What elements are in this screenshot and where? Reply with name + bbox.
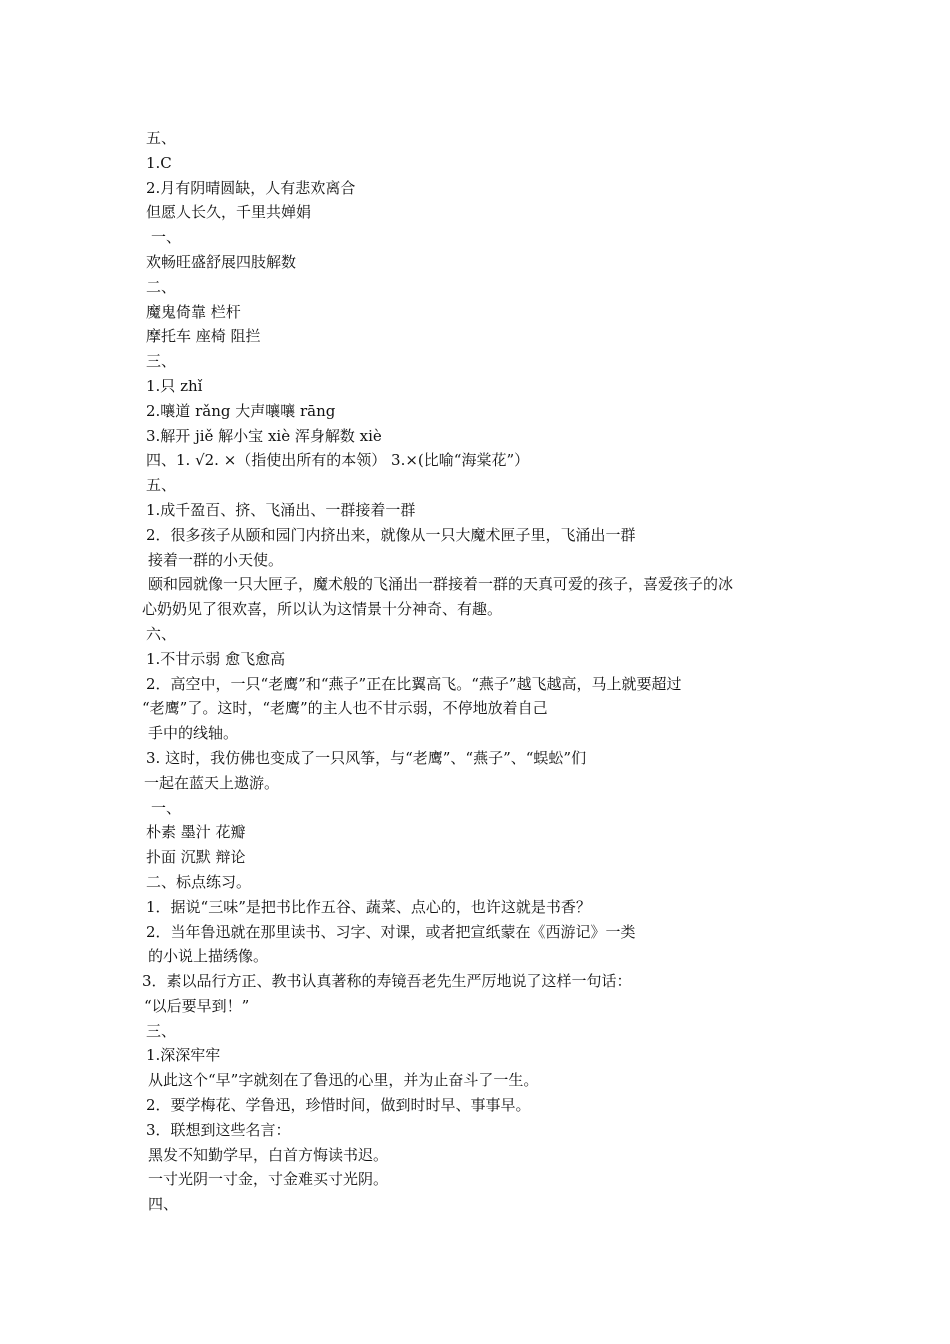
answer-line: 2．高空中，一只“老鹰”和“燕子”正在比翼高飞。“燕子”越飞越高，马上就要超过	[146, 674, 682, 693]
answer-line: 3. 这时，我仿佛也变成了一只风筝，与“老鹰”、“燕子”、“蜈蚣”们	[146, 748, 587, 767]
section-heading: 三、	[146, 1021, 177, 1040]
answer-line: 1.C	[146, 153, 172, 172]
answer-line: 的小说上描绣像。	[148, 947, 269, 966]
answer-line: 颐和园就像一只大匣子，魔术般的飞涌出一群接着一群的天真可爱的孩子，喜爱孩子的冰	[148, 575, 734, 594]
section-heading: 一、	[151, 228, 182, 247]
answer-line: 从此这个“早”字就刻在了鲁迅的心里，并为止奋斗了一生。	[148, 1071, 539, 1090]
section-heading: 五、	[146, 129, 177, 147]
answer-line: 3．联想到这些名言：	[146, 1120, 291, 1139]
answer-line: 朴素 墨汁 花瓣	[146, 823, 246, 842]
answer-line: 2.嚷道 rǎng 大声嚷嚷 rāng	[146, 401, 336, 420]
answer-line: 但愿人长久，千里共婵娟	[146, 203, 312, 222]
section-heading: 二、	[146, 277, 177, 296]
section-heading: 四、	[148, 1195, 179, 1214]
answer-line: 1.深深牢牢	[146, 1046, 221, 1065]
section-heading: 五、	[146, 476, 177, 495]
answer-line: “老鹰”了。这时，“老鹰”的主人也不甘示弱，不停地放着自己	[142, 699, 548, 718]
answer-line: 1.只 zhǐ	[146, 376, 203, 395]
answer-line: 1.成千盈百、挤、飞涌出、一群接着一群	[146, 500, 416, 519]
answer-line: 2.月有阴晴圆缺，人有悲欢离合	[146, 178, 356, 197]
answer-line: 四、1. √2. ×（指使出所有的本领） 3.×(比喻“海棠花”）	[146, 451, 530, 470]
document-body	[142, 126, 826, 1217]
answer-line: 2．很多孩子从颐和园门内挤出来，就像从一只大魔术匣子里，飞涌出一群	[146, 525, 636, 544]
answer-line: 2．要学梅花、学鲁迅，珍惜时间，做到时时早、事事早。	[146, 1096, 531, 1115]
answer-line: 欢畅旺盛舒展四肢解数	[146, 252, 297, 271]
answer-line: 1.不甘示弱 愈飞愈高	[146, 649, 286, 668]
answer-line: 一起在蓝天上遨游。	[144, 773, 280, 792]
answer-line: “以后要早到！”	[144, 996, 250, 1015]
answer-line: 手中的线轴。	[148, 724, 239, 743]
answer-line: 接着一群的小天使。	[148, 550, 284, 569]
answer-line: 1．据说“三味”是把书比作五谷、蔬菜、点心的，也许这就是书香？	[146, 897, 591, 916]
section-heading: 三、	[146, 352, 177, 371]
section-heading: 二、标点练习。	[146, 872, 252, 891]
answer-line: 黑发不知勤学早，白首方悔读书迟。	[148, 1145, 389, 1164]
answer-line: 摩托车 座椅 阻拦	[146, 327, 261, 346]
answer-line: 扑面 沉默 辩论	[146, 848, 246, 867]
section-heading: 一、	[151, 798, 182, 817]
answer-line: 3.解开 jiě 解小宝 xiè 浑身解数 xiè	[146, 426, 382, 445]
answer-line: 2．当年鲁迅就在那里读书、习字、对课，或者把宣纸蒙在《西游记》一类	[146, 922, 636, 941]
answer-line: 3．素以品行方正、教书认真著称的寿镜吾老先生严厉地说了这样一句话：	[142, 972, 632, 991]
answer-line: 一寸光阴一寸金，寸金难买寸光阴。	[148, 1170, 389, 1189]
answer-line: 心奶奶见了很欢喜，所以认为这情景十分神奇、有趣。	[142, 600, 503, 619]
section-heading: 六、	[146, 624, 177, 643]
answer-line: 魔鬼倚靠 栏杆	[146, 302, 241, 321]
